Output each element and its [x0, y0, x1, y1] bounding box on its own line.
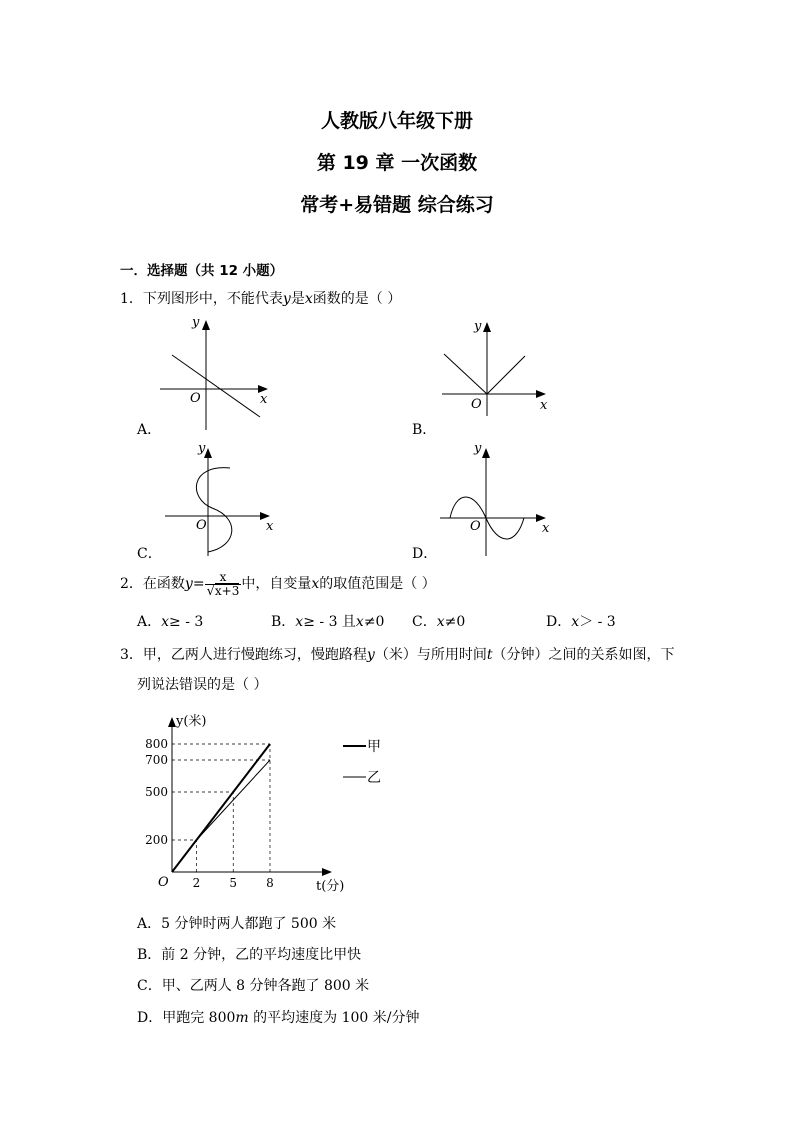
graph-b-origin: O [471, 397, 482, 412]
question-1 [120, 290, 401, 308]
q2-opt-c-x: x [436, 614, 445, 630]
section-title: 一．选择题（共 12 小题） [120, 263, 284, 279]
question-3-line2: 列说法错误的是（ ） [137, 677, 268, 693]
q1-graph-c [150, 436, 280, 561]
chart-x-label: t(分) [316, 879, 345, 894]
q2-opt-b-text: ≠0 [363, 614, 385, 630]
q2-opt-d-label: D． [546, 614, 572, 630]
q1-var-y: y [282, 291, 291, 307]
q1-var-x: x [304, 291, 313, 307]
q1-text-mid: 是 [290, 291, 305, 307]
q1-text-pre: 下列图形中，不能代表 [142, 291, 283, 307]
q2-option-d [546, 613, 616, 631]
graph-a-y-arrow [202, 320, 210, 330]
graph-b-y-label: y [474, 319, 482, 334]
q2-option-b [271, 613, 384, 631]
chart-y-tick-500: 500 [145, 785, 168, 799]
q3-option-b: B．前 2 分钟，乙的平均速度比甲快 [137, 947, 362, 963]
q2-opt-d-text: ＞ - 3 [579, 614, 616, 630]
q2-opt-b-x: x [295, 614, 304, 630]
chart-legend-label-yi: 乙 [367, 770, 381, 786]
doc-title-line3: 常考+易错题 综合练习 [300, 194, 494, 216]
doc-title-line2: 第 19 章 一次函数 [316, 152, 478, 174]
graph-b-y-arrow [483, 322, 491, 332]
q2-opt-c-label: C． [412, 614, 437, 630]
question-2 [120, 568, 436, 600]
q3-text-a: 甲，乙两人进行慢跑练习，慢跑路程 [142, 647, 367, 663]
graph-d-y-label: y [474, 441, 482, 456]
q2-opt-a-text: ≥ - 3 [169, 614, 204, 630]
q3-text-b: （米）与所用时间 [374, 647, 487, 663]
chart-x-tick-8: 8 [266, 876, 274, 890]
chart-x-tick-5: 5 [229, 876, 238, 890]
q2-opt-a-label: A． [137, 614, 162, 630]
q2-text-pre: 在函数 [142, 576, 185, 592]
chart-origin-label: O [158, 875, 169, 890]
graph-d-y-arrow [482, 448, 490, 458]
q2-frac-denominator [205, 585, 242, 598]
q2-opt-b-label: B． [271, 614, 296, 630]
graph-c-curve [196, 468, 231, 552]
graph-a-origin: O [190, 391, 201, 406]
q3-number: 3． [120, 647, 143, 663]
q1-graph-a [150, 310, 280, 435]
chart-legend-label-jia: 甲 [367, 739, 381, 755]
q2-number: 2． [120, 576, 143, 592]
q1-option-d: D． [412, 546, 438, 562]
chart-x-tick-2: 2 [192, 876, 201, 890]
graph-c-y-label: y [198, 441, 206, 456]
q3-chart [130, 705, 410, 900]
q2-opt-d-x: x [571, 614, 580, 630]
q2-fraction [205, 571, 242, 598]
q3-opt-d-post: 的平均速度为 100 米/分钟 [248, 1010, 420, 1026]
q3-var-y: y [366, 647, 375, 663]
q2-var-x: x [311, 576, 320, 592]
q1-text-post: 函数的是（ ） [312, 291, 402, 307]
chart-y-tick-800: 800 [145, 737, 168, 751]
q2-opt-c-text: ≠0 [444, 614, 466, 630]
graph-c-origin: O [196, 518, 207, 533]
q2-opt-b-x2: x [355, 614, 364, 630]
graph-d-x-label: x [542, 521, 550, 536]
q1-number: 1． [120, 291, 143, 307]
q2-option-c [412, 613, 465, 631]
q2-eq: = [192, 576, 205, 592]
q2-option-a [137, 613, 203, 631]
q3-var-t: t [486, 647, 493, 663]
q2-var-y: y [184, 576, 193, 592]
q1-option-b: B． [412, 422, 437, 438]
q2-text-post2: 的取值范围是（ ） [319, 576, 436, 592]
question-3-line1 [120, 646, 674, 664]
q3-option-d [137, 1009, 419, 1027]
q1-option-a: A． [137, 422, 162, 438]
chart-x-arrow [322, 868, 332, 876]
q2-opt-a-x: x [161, 614, 170, 630]
q2-radicand: x+3 [214, 583, 240, 598]
q2-opt-b-mid: ≥ - 3 且 [303, 614, 356, 630]
graph-d-origin: O [470, 519, 481, 534]
graph-c-x-label: x [266, 519, 274, 534]
graph-b-x-arrow [536, 390, 546, 398]
q3-option-a: A．5 分钟时两人都跑了 500 米 [137, 916, 337, 932]
doc-title-line1: 人教版八年级下册 [320, 110, 473, 132]
chart-y-arrow [168, 717, 176, 727]
q1-option-c: C． [137, 546, 162, 562]
chart-y-tick-700: 700 [145, 753, 168, 767]
chart-y-tick-200: 200 [145, 833, 168, 847]
sqrt-icon: √ [206, 583, 215, 599]
q3-option-c: C．甲、乙两人 8 分钟各跑了 800 米 [137, 978, 370, 994]
chart-y-label: y(米) [176, 714, 207, 729]
graph-a-curve [172, 355, 260, 417]
chart-series-yi [172, 760, 270, 872]
q1-graph-d [430, 436, 560, 561]
q1-graph-b [430, 314, 560, 434]
graph-b-curve [444, 354, 525, 394]
q3-text-c: （分钟）之间的关系如图，下 [492, 647, 675, 663]
graph-b-x-label: x [540, 398, 548, 413]
q3-opt-d-m: m [235, 1010, 249, 1026]
q3-opt-d-pre: D．甲跑完 800 [137, 1010, 236, 1026]
graph-a-y-label: y [192, 315, 200, 330]
q2-frac-numerator: x [205, 571, 242, 585]
q2-text-post: 中，自变量 [241, 576, 312, 592]
graph-a-x-label: x [260, 392, 268, 407]
